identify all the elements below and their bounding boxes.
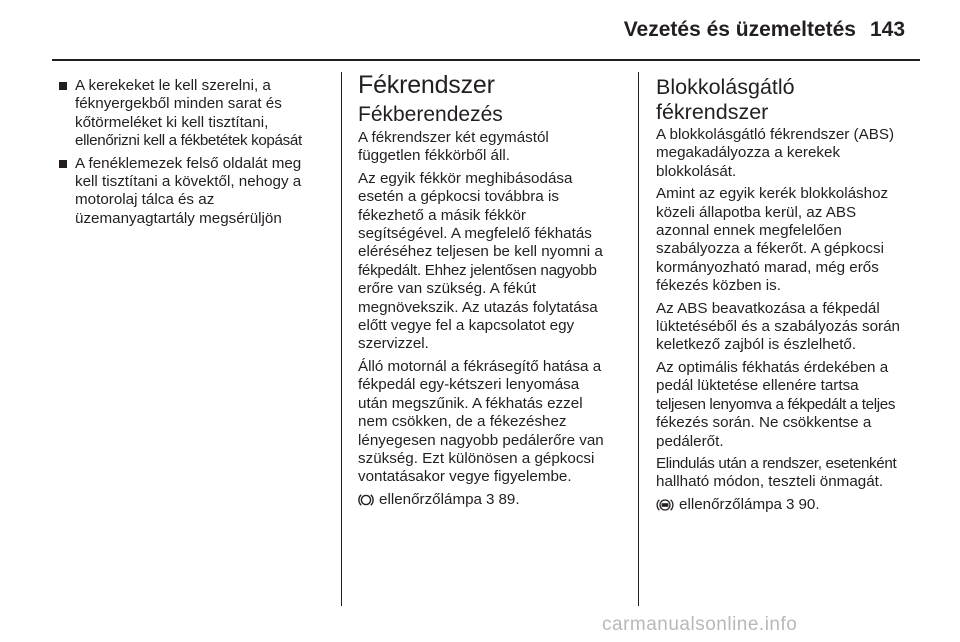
text-line: féknyergekből minden sarat és bbox=[75, 95, 282, 113]
bullet-square-icon bbox=[59, 82, 67, 90]
text-line: Elindulás után a rendszer, esetenként bbox=[656, 454, 897, 472]
brake-warning-icon bbox=[358, 493, 374, 507]
watermark: carmanualsonline.info bbox=[602, 614, 798, 635]
text-line: Amint az egyik kerék blokkoláshoz bbox=[656, 185, 889, 203]
section-title: Fékrendszer bbox=[358, 71, 495, 99]
text-line: vontatásakor vegye figyelembe. bbox=[358, 468, 572, 486]
paragraph bbox=[656, 185, 924, 295]
paragraph bbox=[656, 300, 924, 355]
text-line: A fenéklemezek felső oldalát meg bbox=[75, 154, 302, 172]
page-header bbox=[0, 0, 960, 60]
column-divider-2 bbox=[638, 72, 639, 606]
text-line: szabályozza a fékerőt. A gépkocsi bbox=[656, 240, 884, 258]
reference-page: 90. bbox=[798, 495, 820, 513]
text-line: erőre van szükség. A fékút bbox=[358, 280, 537, 298]
text-line: Az egyik fékkör meghibásodása bbox=[358, 169, 573, 187]
text-line: fékpedál egy-kétszeri lenyomása bbox=[358, 376, 580, 394]
page-number: 143 bbox=[870, 18, 906, 41]
text-line: Az optimális fékhatás érdekében a bbox=[656, 358, 889, 376]
text-line: független fékkörből áll. bbox=[358, 147, 510, 165]
title-line: fékrendszer bbox=[656, 99, 769, 124]
bullet-item bbox=[58, 155, 328, 229]
column-1 bbox=[58, 77, 328, 232]
paragraph bbox=[358, 170, 624, 354]
text-line: kormányozható marad, még erős bbox=[656, 258, 879, 276]
column-2 bbox=[358, 72, 624, 513]
bullet-square-icon bbox=[59, 160, 67, 168]
running-title: Vezetés és üzemeltetés bbox=[623, 18, 856, 41]
text-line: blokkolását. bbox=[656, 162, 737, 180]
text-line: ellenőrizni kell a fékbetétek kopását bbox=[75, 132, 302, 150]
text-line: A kerekeket le kell szerelni, a bbox=[75, 77, 271, 94]
text-line: szükség. Ezt különösen a gépkocsi bbox=[358, 449, 595, 467]
text-line: lüktetéséből és a szabályozás során bbox=[656, 318, 900, 336]
reference-page: 89. bbox=[498, 490, 520, 508]
text-line: szervizzel. bbox=[358, 335, 429, 353]
text-line: után megszűnik. A fékhatás ezzel bbox=[358, 394, 583, 412]
text-line: megnövekszik. Az utazás folytatása bbox=[358, 298, 598, 316]
reference-arrow-icon: 3 bbox=[486, 490, 495, 508]
text-line: megakadályozza a kerekek bbox=[656, 144, 841, 162]
text-line: esetén a gépkocsi továbbra is bbox=[358, 188, 559, 206]
text-line: üzemanyagtartály megsérüljön bbox=[75, 209, 282, 227]
header-divider bbox=[52, 59, 920, 61]
text-line: hallható módon, teszteli önmagát. bbox=[656, 473, 884, 491]
bullet-item bbox=[58, 77, 328, 151]
text-line: fékezhető a másik fékkör bbox=[358, 206, 526, 224]
text-line: keletkező zajból is észlelhető. bbox=[656, 336, 857, 354]
paragraph bbox=[656, 455, 924, 492]
text-line: segítségével. A megfelelő fékhatás bbox=[358, 225, 592, 243]
cross-reference[interactable] bbox=[358, 491, 624, 509]
text-line: kell tisztítani a kövektől, nehogy a bbox=[75, 173, 302, 191]
text-line: közeli állapotba kerül, az ABS bbox=[656, 203, 857, 221]
reference-label: ellenőrzőlámpa bbox=[679, 495, 782, 513]
text-line: A blokkolásgátló fékrendszer (ABS) bbox=[656, 126, 895, 143]
text-line: A fékrendszer két egymástól bbox=[358, 129, 549, 146]
paragraph bbox=[656, 359, 924, 451]
text-line: fékpedált. Ehhez jelentősen nagyobb bbox=[358, 261, 597, 279]
text-line: nem csökken, de a fékezéshez bbox=[358, 413, 567, 431]
text-line: fékezés közben is. bbox=[656, 277, 781, 295]
text-line: Az ABS beavatkozása a fékpedál bbox=[656, 299, 880, 317]
abs-warning-icon bbox=[656, 498, 674, 512]
text-line: előtt vegye fel a kapcsolatot egy bbox=[358, 317, 575, 335]
paragraph bbox=[656, 126, 924, 181]
title-line: Blokkolásgátló bbox=[656, 75, 795, 99]
paragraph bbox=[358, 358, 624, 487]
section-title bbox=[656, 75, 924, 124]
cross-reference[interactable] bbox=[656, 496, 924, 514]
text-line: azonnal ennek megfelelően bbox=[656, 222, 842, 240]
reference-label: ellenőrzőlámpa bbox=[379, 490, 482, 508]
text-line: pedálerőt. bbox=[656, 432, 724, 450]
text-line: lényegesen nagyobb pedálerőre van bbox=[358, 431, 604, 449]
section-subtitle: Fékberendezés bbox=[358, 103, 503, 126]
reference-arrow-icon: 3 bbox=[786, 495, 795, 513]
column-divider-1 bbox=[341, 72, 342, 606]
text-line: kőtörmeléket ki kell tisztítani, bbox=[75, 113, 269, 131]
text-line: Álló motornál a fékrásegítő hatása a bbox=[358, 357, 602, 375]
text-line: fékezés során. Ne csökkentse a bbox=[656, 414, 872, 432]
text-line: motorolaj tálca és az bbox=[75, 191, 215, 209]
text-line: eléréséhez teljesen be kell nyomni a bbox=[358, 243, 603, 261]
text-line: pedál lüktetése ellenére tartsa bbox=[656, 377, 859, 395]
paragraph bbox=[358, 129, 624, 166]
text-line: teljesen lenyomva a fékpedált a teljes bbox=[656, 395, 896, 413]
column-3 bbox=[656, 72, 924, 518]
